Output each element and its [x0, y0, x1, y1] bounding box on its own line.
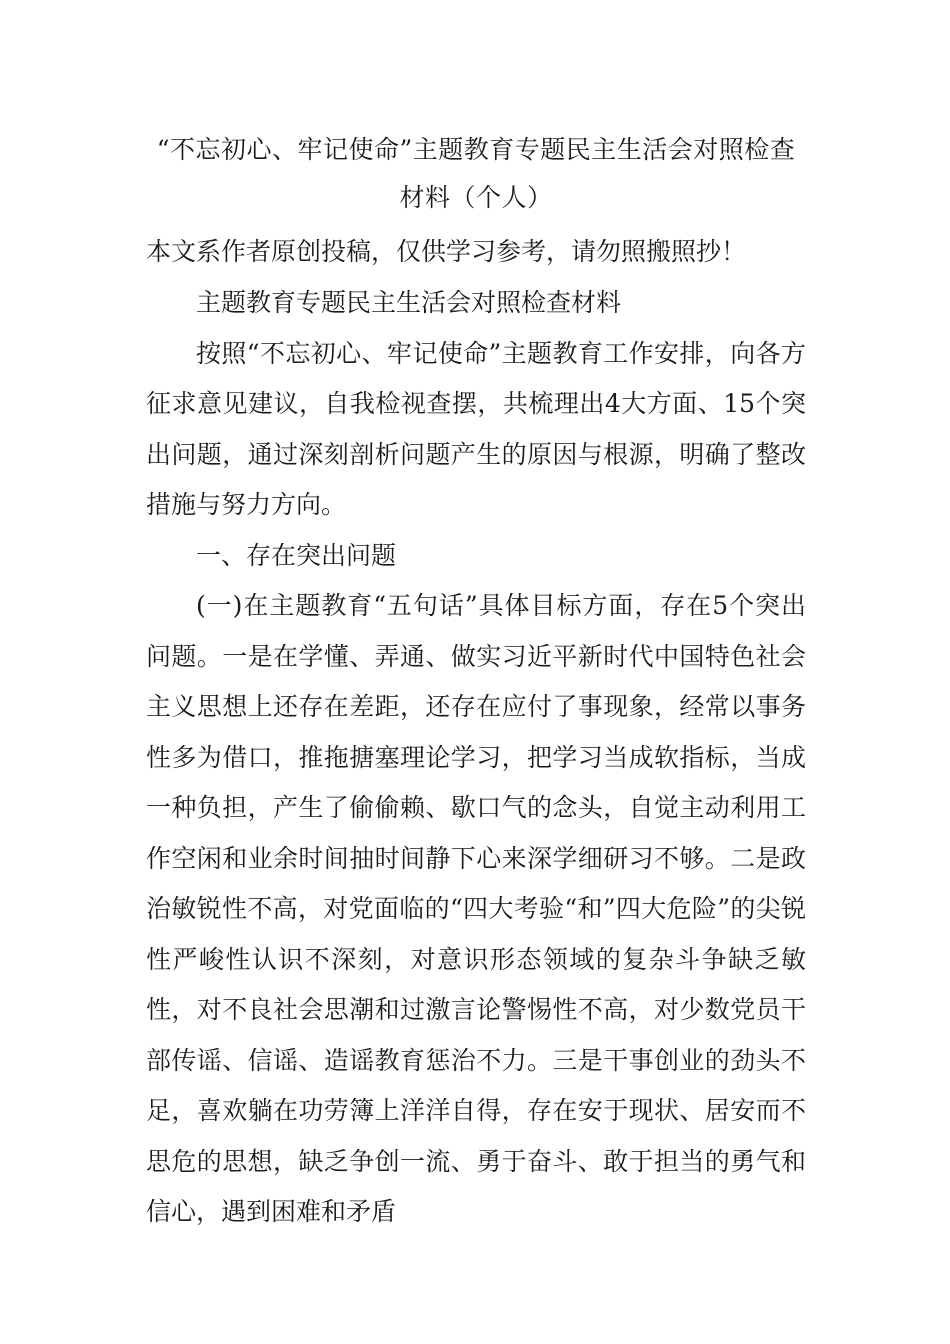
paragraph-subtitle: 主题教育专题民主生活会对照检查材料: [196, 288, 622, 317]
paragraph-intro: 按照“不忘初心、牢记使命”主题教育工作安排，向各方征求意见建议，自我检视查摆，共梳理出4大方面、15个突出问题，通过深刻剖析问题产生的原因与根源，明确了整改措施与努力方向。: [146, 338, 806, 519]
copyright-notice: 本文系作者原创投稿，仅供学习参考，请勿照搬照抄！: [146, 237, 747, 266]
document-title: “不忘初心、牢记使命”主题教育专题民主生活会对照检查材料（个人）: [156, 135, 796, 212]
section-heading: 一、存在突出问题: [196, 540, 397, 570]
paragraph-problems: (一)在主题教育“五句话”具体目标方面，存在5个突出问题。一是在学懂、弄通、做实习近平新时代中国特色社会主义思想上还存在差距，还存在应付了事现象，经常以事务性多为借口，推拖搪塞理论学习，把学习当成软指标，当成一种负担，产生了偷偷赖、歇口气的念头，自觉主动利用工作空闲和业余时间抽时间静下心来深学细研习不够。二是政治敏锐性不高，对党面临的“四大考验“和”四大危险”的尖锐性严峻性认识不深刻，对意识形态领域的复杂斗争缺乏敏性，对不良社会思潮和过激言论警惕性不高，对少数党员干部传谣、信谣、造谣教育惩治不力。三是干事创业的劲头不足，喜欢躺在功劳簿上洋洋自得，存在安于现状、居安而不思危的思想，缺乏争创一流、勇于奋斗、敢于担当的勇气和信心，遇到困难和矛盾: [146, 591, 806, 1226]
document-body: [146, 126, 806, 1238]
